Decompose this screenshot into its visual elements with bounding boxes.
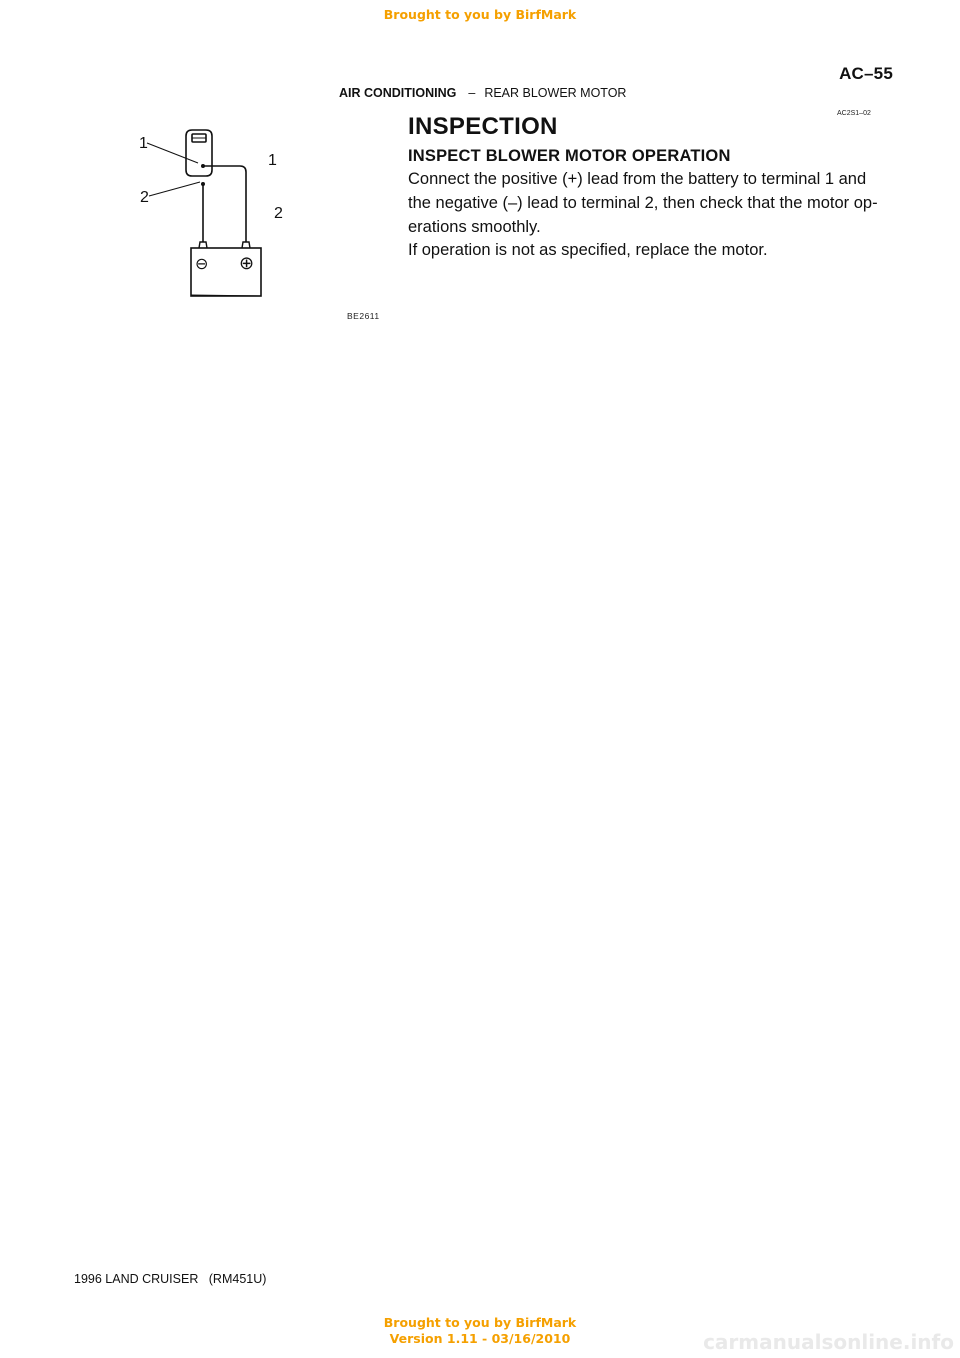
page-number: AC–55 [839,64,893,83]
positive-terminal-icon: ⊕ [239,253,255,274]
positive-wire [203,166,246,242]
figure-id: BE2611 [347,311,380,321]
header-section: AIR CONDITIONING [339,86,457,100]
connector-label-2: 2 [140,189,149,206]
instruction-line-2: the negative (–) lead to terminal 2, then check that the motor op- [408,193,878,212]
footer-vehicle: 1996 LAND CRUISER (RM451U) [74,1272,267,1286]
connector-body [186,130,212,176]
terminal-label-2: 2 [274,205,283,222]
watermark-bottom-line-1: Brought to you by BirfMark [383,1315,577,1330]
procedure-title: INSPECT BLOWER MOTOR OPERATION [408,147,731,165]
header-subsection: REAR BLOWER MOTOR [484,86,627,100]
battery-terminals [199,242,250,248]
blower-motor-wiring-diagram [128,118,298,300]
header-separator: – [468,86,476,100]
instruction-line-1: Connect the positive (+) lead from the battery to terminal 1 and [408,170,867,188]
watermark-bottom-line-2: Version 1.11 - 03/16/2010 [389,1331,571,1346]
procedure-body [408,168,898,263]
leader-lines [147,143,200,196]
document-code: AC2S1–02 [837,110,871,117]
watermark-top: Brought to you by BirfMark [383,7,577,22]
wires [203,166,246,242]
running-header [339,86,626,100]
negative-terminal-icon: ⊖ [195,254,209,273]
connector-label-1: 1 [139,135,148,152]
site-watermark: carmanualsonline.info [703,1330,954,1354]
instruction-line-3: erations smoothly. [408,217,541,236]
terminal-label-1: 1 [268,152,277,169]
replacement-note: If operation is not as specified, replace the motor. [408,241,768,260]
connector [186,130,212,176]
section-title: INSPECTION [408,113,558,140]
